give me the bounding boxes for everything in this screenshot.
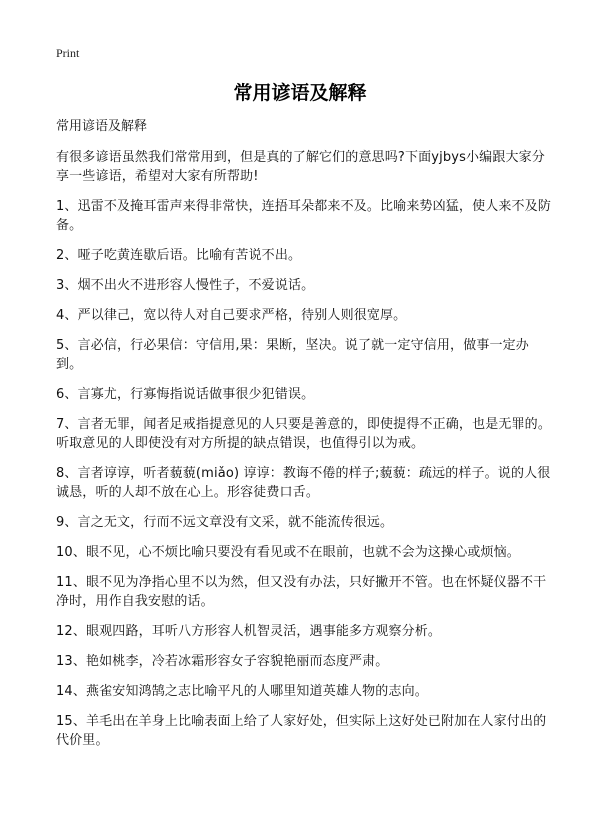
proverb-item-8: 8、言者谆谆，听者藐藐(miǎo) 谆谆：教诲不倦的样子;藐藐：疏远的样子。说的人很诚恳，听的人却不放在心上。形容徒费口舌。 — [56, 466, 551, 500]
article-subtitle: 常用谚语及解释 — [56, 119, 148, 134]
proverb-item-14: 14、燕雀安知鸿鹄之志比喻平凡的人哪里知道英雄人物的志向。 — [56, 684, 428, 699]
proverb-item-5: 5、言必信，行必果信：守信用,果：果断，坚决。说了就一定守信用，做事一定办到。 — [56, 338, 529, 372]
page-title: 常用谚语及解释 — [233, 82, 367, 104]
proverb-item-7: 7、言者无罪，闻者足戒指提意见的人只要是善意的，即使提得不正确，也是无罪的。听取意见的人即使没有对方所提的缺点错误，也值得引以为戒。 — [56, 417, 551, 451]
proverb-item-2: 2、哑子吃黄连歇后语。比喻有苦说不出。 — [56, 248, 302, 263]
proverb-item-15: 15、羊毛出在羊身上比喻表面上给了人家好处，但实际上这好处已附加在人家付出的代价里。 — [56, 714, 547, 748]
proverb-item-4: 4、严以律己，宽以待人对自己要求严格，待别人则很宽厚。 — [56, 308, 407, 323]
print-link[interactable]: Print — [56, 46, 80, 60]
proverb-item-10: 10、眼不见，心不烦比喻只要没有看见或不在眼前，也就不会为这操心或烦恼。 — [56, 545, 520, 560]
article-body — [56, 118, 552, 761]
proverb-item-6: 6、言寡尤，行寡悔指说话做事很少犯错误。 — [56, 387, 315, 402]
proverb-item-12: 12、眼观四路，耳听八方形容人机智灵活，遇事能多方观察分析。 — [56, 624, 442, 639]
proverb-item-13: 13、艳如桃李，冷若冰霜形容女子容貌艳丽而态度严肃。 — [56, 654, 389, 669]
proverb-item-3: 3、烟不出火不进形容人慢性子，不爱说话。 — [56, 278, 315, 293]
proverb-item-11: 11、眼不见为净指心里不以为然，但又没有办法，只好撇开不管。也在怀疑仪器不干净时，用作自我安慰的话。 — [56, 575, 547, 609]
intro-paragraph: 有很多谚语虽然我们常常用到，但是真的了解它们的意思吗?下面yjbys小编跟大家分享一些谚语，希望对大家有所帮助! — [56, 150, 545, 184]
proverb-item-1: 1、迅雷不及掩耳雷声来得非常快，连捂耳朵都来不及。比喻来势凶猛，使人来不及防备。 — [56, 199, 551, 233]
proverb-item-9: 9、言之无文，行而不远文章没有文采，就不能流传很远。 — [56, 515, 394, 530]
